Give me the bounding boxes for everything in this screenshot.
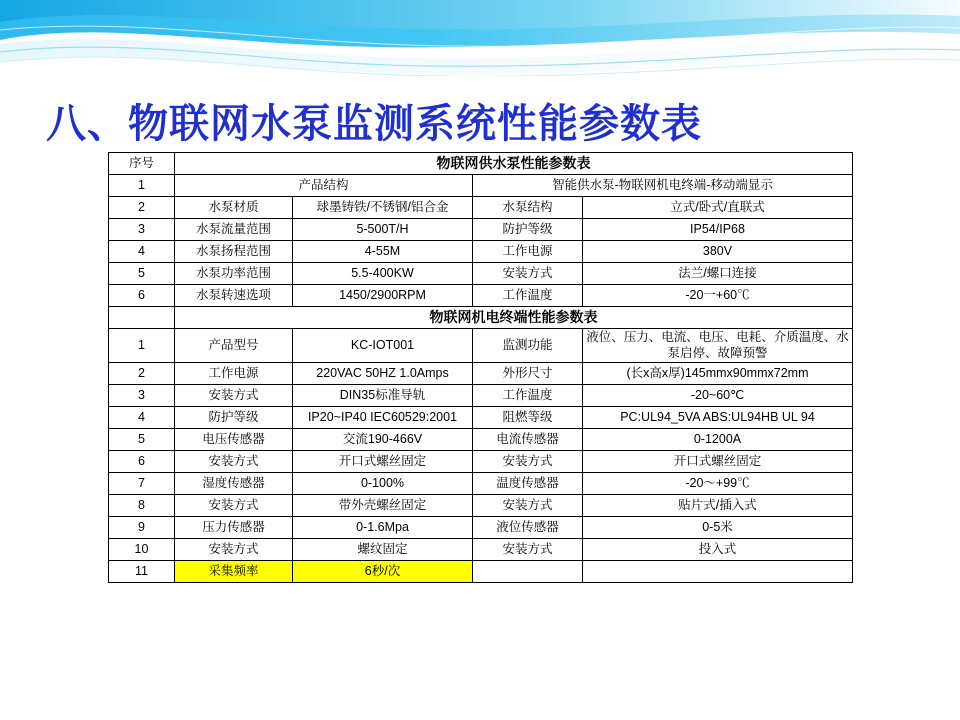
param-value-right: 投入式: [583, 539, 853, 561]
table-row: [109, 285, 853, 307]
param-value-left: DIN35标准导轨: [293, 385, 473, 407]
param-value-right: 贴片式/插入式: [583, 495, 853, 517]
param-value-right: (长x高x厚)145mmx90mmx72mm: [583, 363, 853, 385]
section-title-1: 物联网供水泵性能参数表: [175, 153, 853, 175]
table-row: [109, 219, 853, 241]
param-label-left: 防护等级: [175, 407, 293, 429]
param-value-left: 5.5-400KW: [293, 263, 473, 285]
decorative-banner: [0, 0, 960, 96]
table-row: [109, 539, 853, 561]
param-value-right: -20~60℃: [583, 385, 853, 407]
param-label-left: 安装方式: [175, 539, 293, 561]
row-number: 2: [109, 197, 175, 219]
param-value-right: 智能供水泵-物联网机电终端-移动端显示: [473, 175, 853, 197]
row-number: 5: [109, 429, 175, 451]
table-row: [109, 407, 853, 429]
section-title-2: 物联网机电终端性能参数表: [175, 307, 853, 329]
param-value-left: 交流190-466V: [293, 429, 473, 451]
row-number: 1: [109, 175, 175, 197]
param-label-right: 温度传感器: [473, 473, 583, 495]
param-label-right: 工作电源: [473, 241, 583, 263]
param-label-right: 工作温度: [473, 385, 583, 407]
parameter-table-container: [108, 152, 852, 583]
row-number: 9: [109, 517, 175, 539]
section-spacer: [109, 307, 175, 329]
param-value-left: KC-IOT001: [293, 329, 473, 363]
table-row: [109, 495, 853, 517]
param-value-right: IP54/IP68: [583, 219, 853, 241]
param-label-left: 安装方式: [175, 451, 293, 473]
param-value-right: 0-5米: [583, 517, 853, 539]
param-label-left: 水泵转速选项: [175, 285, 293, 307]
param-label-left: 水泵功率范围: [175, 263, 293, 285]
row-number: 7: [109, 473, 175, 495]
table-row: [109, 175, 853, 197]
row-number: 10: [109, 539, 175, 561]
param-label-left: 安装方式: [175, 495, 293, 517]
param-label-left: 水泵扬程范围: [175, 241, 293, 263]
column-header-no: 序号: [109, 153, 175, 175]
param-value-left: 4-55M: [293, 241, 473, 263]
param-label-right: 防护等级: [473, 219, 583, 241]
param-value-right: -20～+99℃: [583, 473, 853, 495]
param-value-right: 开口式螺丝固定: [583, 451, 853, 473]
row-number: 3: [109, 219, 175, 241]
param-value-right: 法兰/螺口连接: [583, 263, 853, 285]
table-row: [109, 263, 853, 285]
param-value-right: -20一+60℃: [583, 285, 853, 307]
param-value-left: 球墨铸铁/不锈钢/铝合金: [293, 197, 473, 219]
param-value-left: 1450/2900RPM: [293, 285, 473, 307]
param-value-left: IP20~IP40 IEC60529:2001: [293, 407, 473, 429]
row-number: 1: [109, 329, 175, 363]
table-row: [109, 473, 853, 495]
param-value-right: [583, 561, 853, 583]
table-row: [109, 197, 853, 219]
parameter-table: [108, 152, 853, 583]
param-value-left: 0-1.6Mpa: [293, 517, 473, 539]
param-label-left: 采集频率: [175, 561, 293, 583]
param-label-left: 水泵材质: [175, 197, 293, 219]
param-label-right: 安装方式: [473, 495, 583, 517]
row-number: 4: [109, 407, 175, 429]
param-label-right: 液位传感器: [473, 517, 583, 539]
param-value-left: 220VAC 50HZ 1.0Amps: [293, 363, 473, 385]
param-label-right: [473, 561, 583, 583]
row-number: 4: [109, 241, 175, 263]
param-label-left: 压力传感器: [175, 517, 293, 539]
param-value-right: 液位、压力、电流、电压、电耗、介质温度、水泵启停、故障预警: [583, 329, 853, 363]
param-label-right: 安装方式: [473, 263, 583, 285]
param-label-left: 工作电源: [175, 363, 293, 385]
table-row: [109, 429, 853, 451]
param-label-right: 监测功能: [473, 329, 583, 363]
param-label-right: 电流传感器: [473, 429, 583, 451]
param-label-right: 外形尺寸: [473, 363, 583, 385]
table-row: [109, 451, 853, 473]
param-value-right: PC:UL94_5VA ABS:UL94HB UL 94: [583, 407, 853, 429]
param-label-left: 安装方式: [175, 385, 293, 407]
param-value-left: 带外壳螺丝固定: [293, 495, 473, 517]
param-value-left: 6秒/次: [293, 561, 473, 583]
param-label-left: 水泵流量范围: [175, 219, 293, 241]
section-header-row: [109, 307, 853, 329]
row-number: 5: [109, 263, 175, 285]
param-label-right: 阻燃等级: [473, 407, 583, 429]
param-value-left: 5-500T/H: [293, 219, 473, 241]
row-number: 3: [109, 385, 175, 407]
table-row: [109, 561, 853, 583]
param-value-left: 0-100%: [293, 473, 473, 495]
row-number: 6: [109, 451, 175, 473]
param-label-right: 安装方式: [473, 539, 583, 561]
row-number: 2: [109, 363, 175, 385]
param-label-left: 产品型号: [175, 329, 293, 363]
param-value-left: 开口式螺丝固定: [293, 451, 473, 473]
param-label-left: 产品结构: [175, 175, 473, 197]
row-number: 8: [109, 495, 175, 517]
param-label-right: 工作温度: [473, 285, 583, 307]
row-number: 6: [109, 285, 175, 307]
param-label-left: 湿度传感器: [175, 473, 293, 495]
param-value-right: 立式/卧式/直联式: [583, 197, 853, 219]
row-number: 11: [109, 561, 175, 583]
param-value-left: 螺纹固定: [293, 539, 473, 561]
param-value-right: 0-1200A: [583, 429, 853, 451]
page-title: 八、物联网水泵监测系统性能参数表: [46, 102, 702, 146]
param-label-left: 电压传感器: [175, 429, 293, 451]
param-value-right: 380V: [583, 241, 853, 263]
table-row: [109, 363, 853, 385]
param-label-right: 水泵结构: [473, 197, 583, 219]
table-row: [109, 385, 853, 407]
table-body: [109, 153, 853, 583]
param-label-right: 安装方式: [473, 451, 583, 473]
table-header-row: [109, 153, 853, 175]
table-row: [109, 517, 853, 539]
table-row: [109, 241, 853, 263]
table-row: [109, 329, 853, 363]
